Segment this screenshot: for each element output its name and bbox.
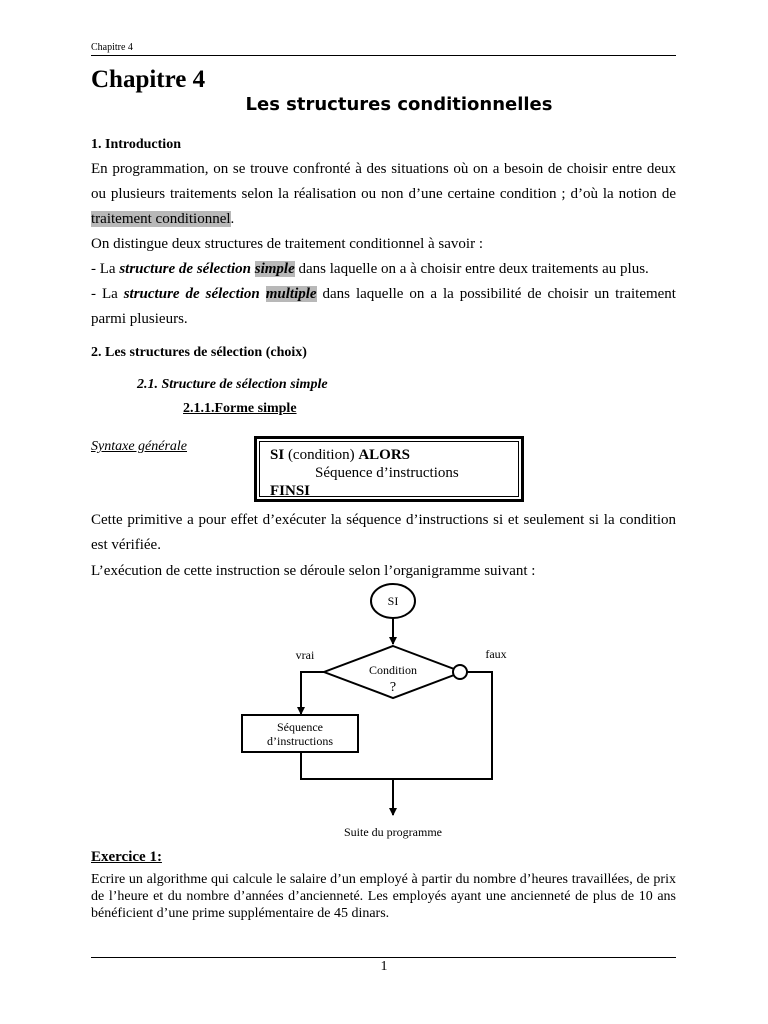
subsubsection-heading: 2.1.1.Forme simple	[183, 401, 297, 416]
bullet-multiple	[91, 282, 676, 332]
intro-paragraph	[91, 157, 676, 232]
subsection-heading: 2.1. Structure de sélection simple	[137, 377, 328, 392]
flowchart	[230, 582, 530, 844]
section-heading-selection: 2. Les structures de sélection (choix)	[91, 345, 307, 360]
exercise-heading: Exercice 1:	[91, 849, 162, 865]
start-label: SI	[387, 594, 399, 608]
highlight-multiple: multiple	[265, 286, 317, 302]
end-label: Suite du programme	[344, 825, 442, 839]
highlight-traitement-conditionnel: traitement conditionnel	[91, 211, 231, 227]
sequence-label-line1: Séquence	[277, 720, 323, 734]
condition-question-mark: ?	[389, 680, 397, 695]
condition-label: Condition	[368, 663, 418, 677]
intro-text-end: .	[230, 211, 235, 227]
bullet-simple	[91, 261, 676, 278]
chapter-subtitle: Les structures conditionnelles	[245, 94, 553, 115]
effect-paragraph: Cette primitive a pour effet d’exécuter la séquence d’instructions si et seulement si la condition est vérifiée.	[91, 512, 676, 553]
keyword-alors: ALORS	[358, 447, 411, 463]
true-label: vrai	[295, 648, 315, 662]
syntax-box	[254, 436, 524, 502]
bullet-bold-text: structure de sélection	[119, 261, 255, 277]
highlight-simple: simple	[254, 261, 295, 277]
syntax-label: Syntaxe générale	[91, 439, 188, 454]
bullet-prefix: - La	[91, 286, 124, 302]
false-label: faux	[485, 647, 507, 661]
sequence-label-line2: d’instructions	[267, 734, 333, 748]
structures-intro-paragraph: On distingue deux structures de traitement conditionnel à savoir :	[91, 236, 483, 252]
footer-rule	[91, 957, 676, 958]
flowchart-intro-paragraph: L’exécution de cette instruction se déroule selon l’organigramme suivant :	[91, 563, 536, 579]
connector-circle	[453, 665, 467, 679]
sequence-exit-line	[301, 752, 393, 779]
arrow-true-branch	[301, 672, 324, 714]
running-header: Chapitre 4	[91, 42, 133, 53]
bullet-rest: dans laquelle on a à choisir entre deux traitements au plus.	[294, 261, 649, 277]
syntax-condition: (condition)	[284, 447, 359, 463]
bullet-bold-text: structure de sélection	[123, 286, 266, 302]
syntax-content	[259, 441, 519, 497]
intro-text: En programmation, on se trouve confronté à des situations où on a besoin de choisir entre deux ou plusieurs traitements selon la réalisation ou non d’une certaine condition ; d’où la notion de	[91, 161, 676, 202]
page-number: 1	[380, 959, 388, 974]
exercise-text: Ecrire un algorithme qui calcule le salaire d’un employé à partir du nombre d’heures travaillées, de prix de l’heure et du nombre d’années d’ancienneté. Les employés ayant une ancienneté de plus de 10 ans bénéficient d’une prime supplémentaire de 45 dinars.	[91, 872, 676, 921]
section-heading-introduction: 1. Introduction	[91, 137, 181, 152]
bullet-prefix: - La	[91, 261, 120, 277]
syntax-line-finsi	[270, 482, 508, 500]
keyword-si: SI	[270, 447, 285, 463]
bullet-rest: dans laquelle on a la possibilité de choisir un traitement parmi plusieurs.	[91, 286, 676, 327]
syntax-line-si	[270, 446, 508, 464]
chapter-title: Chapitre 4	[91, 66, 206, 93]
syntax-line-sequence: Séquence d’instructions	[315, 465, 459, 481]
keyword-finsi: FINSI	[270, 483, 311, 499]
header-rule	[91, 55, 676, 56]
